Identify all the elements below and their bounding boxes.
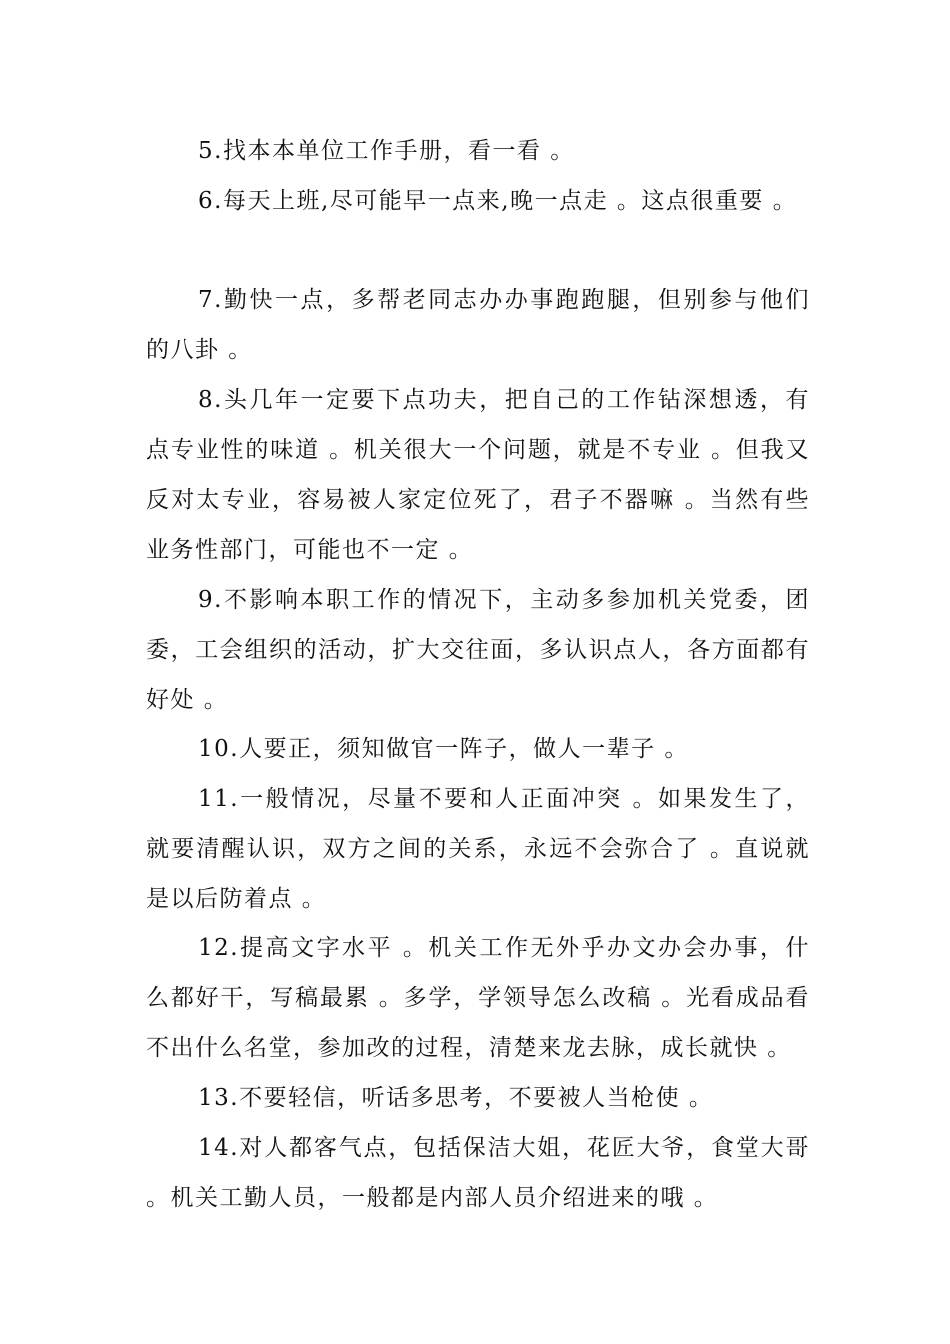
paragraph-9: 9.不影响本职工作的情况下，主动多参加机关党委，团委，工会组织的活动，扩大交往面，多认识点人，各方面都有好处 。 [146,587,810,713]
paragraph-8: 8.头几年一定要下点功夫，把自己的工作钻深想透，有点专业性的味道 。机关很大一个问题，就是不专业 。但我又反对太专业，容易被人家定位死了，君子不器嘛 。当然有些业务性部门，可能也不一定 。 [146,387,810,563]
paragraph-13: 13.不要轻信，听话多思考，不要被人当枪使 。 [198,1085,714,1111]
paragraph-12: 12.提高文字水平 。机关工作无外乎办文办会办事，什么都好干，写稿最累 。多学，学领导怎么改稿 。光看成品看不出什么名堂，参加改的过程，清楚来龙去脉，成长就快 。 [146,935,810,1061]
paragraph-7: 7.勤快一点，多帮老同志办办事跑跑腿，但别参与他们的八卦 。 [146,287,810,363]
paragraph-11: 11.一般情况，尽量不要和人正面冲突 。如果发生了，就要清醒认识，双方之间的关系，永远不会弥合了 。直说就是以后防着点 。 [146,786,810,912]
paragraph-5: 5.找本本单位工作手册，看一看 。 [198,138,575,164]
paragraph-10: 10.人要正，须知做官一阵子，做人一辈子 。 [198,736,689,762]
paragraph-14: 14.对人都客气点，包括保洁大姐，花匠大爷，食堂大哥 。机关工勤人员，一般都是内部人员介绍进来的哦 。 [146,1135,810,1211]
paragraph-6: 6.每天上班,尽可能早一点来,晚一点走 。这点很重要 。 [198,188,798,214]
